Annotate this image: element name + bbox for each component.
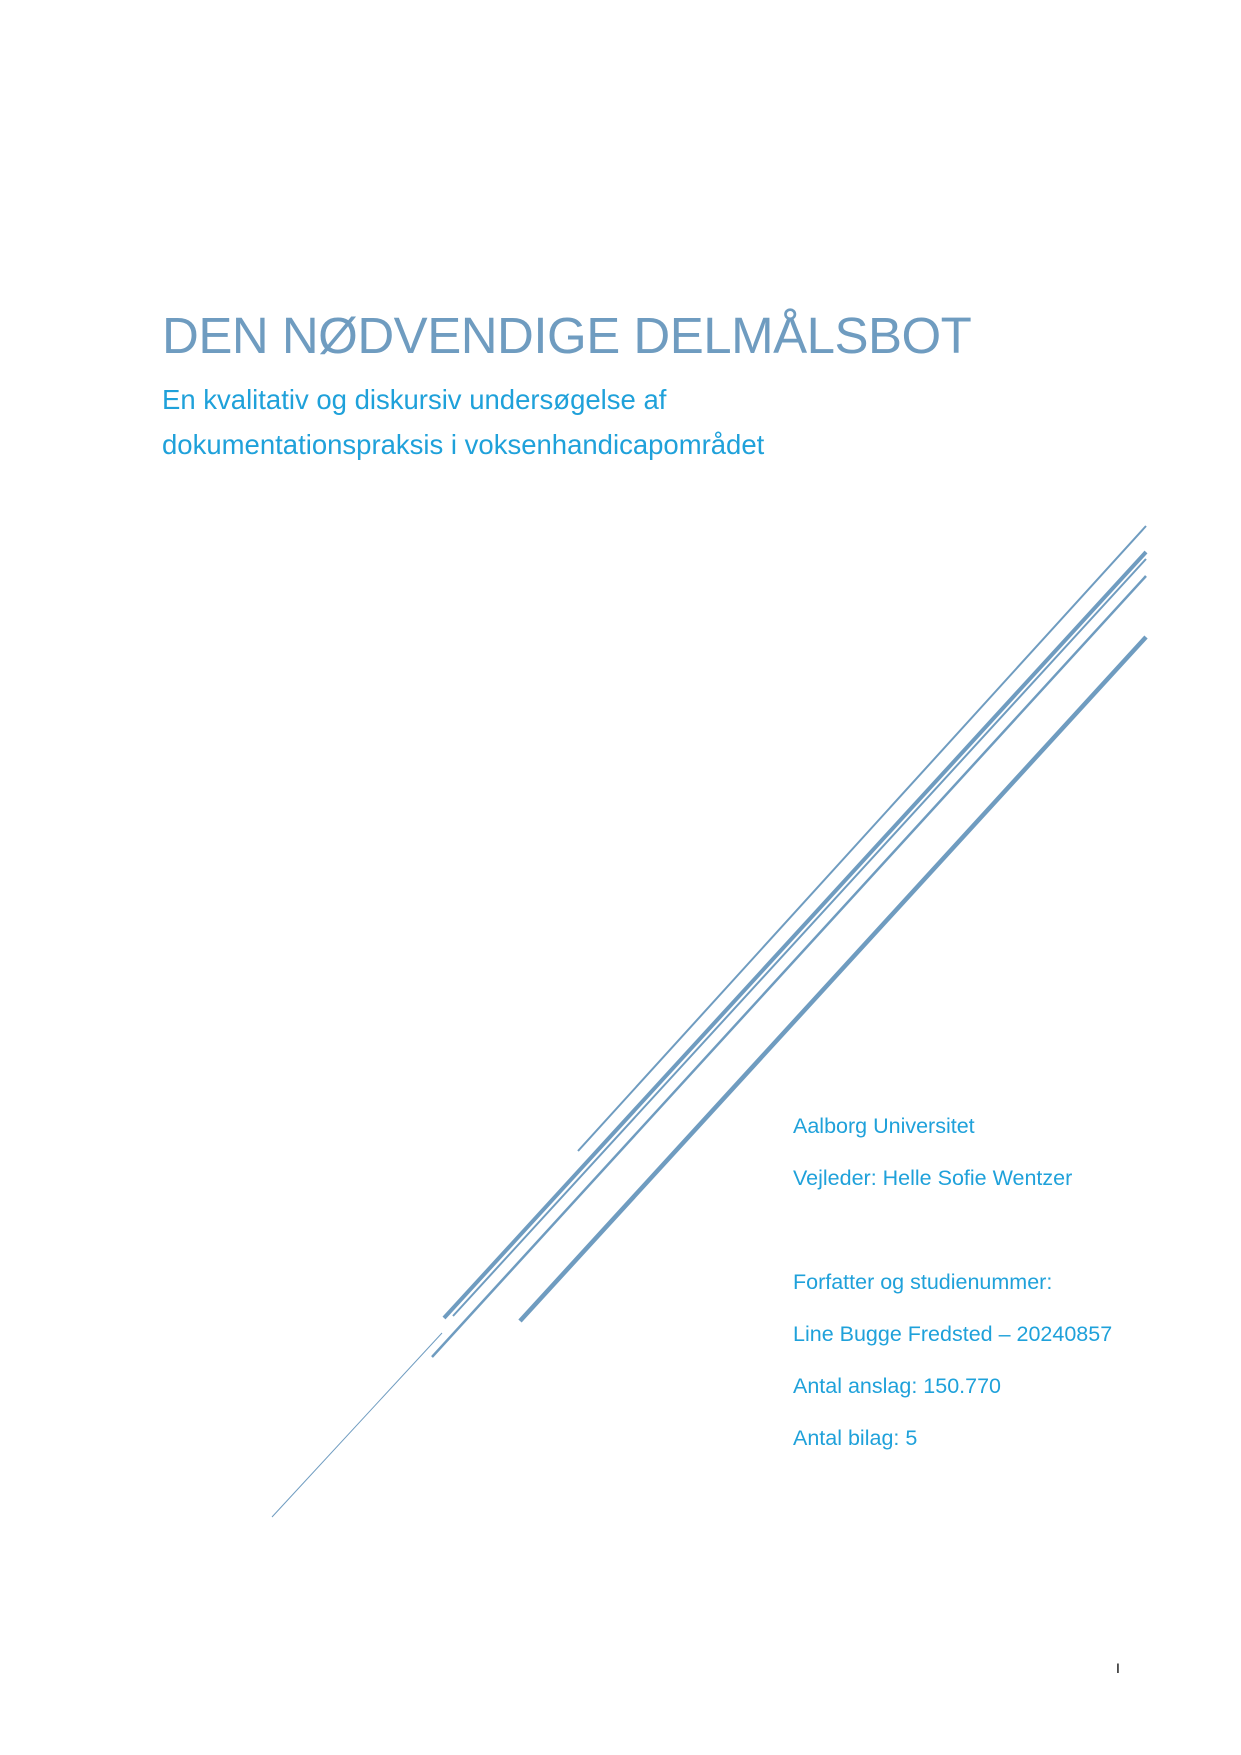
university-name: Aalborg Universitet	[793, 1114, 975, 1138]
author-heading: Forfatter og studienummer:	[793, 1270, 1053, 1294]
cover-info-block	[793, 1110, 1112, 1474]
document-subtitle	[162, 377, 764, 467]
subtitle-line-1: En kvalitativ og diskursiv undersøgelse af	[162, 384, 667, 415]
character-count: Antal anslag: 150.770	[793, 1374, 1001, 1398]
supervisor-line: Vejleder: Helle Sofie Wentzer	[793, 1166, 1073, 1190]
decor-line-1	[578, 526, 1146, 1151]
page-number: I	[1116, 1660, 1120, 1676]
document-title: DEN NØDVENDIGE DELMÅLSBOT	[162, 307, 972, 364]
subtitle-line-2: dokumentationspraksis i voksenhandicapområdet	[162, 429, 765, 460]
appendix-count: Antal bilag: 5	[793, 1426, 918, 1450]
author-line: Line Bugge Fredsted – 20240857	[793, 1322, 1113, 1346]
decor-line-6	[272, 1333, 442, 1517]
spacer	[793, 1214, 1112, 1266]
